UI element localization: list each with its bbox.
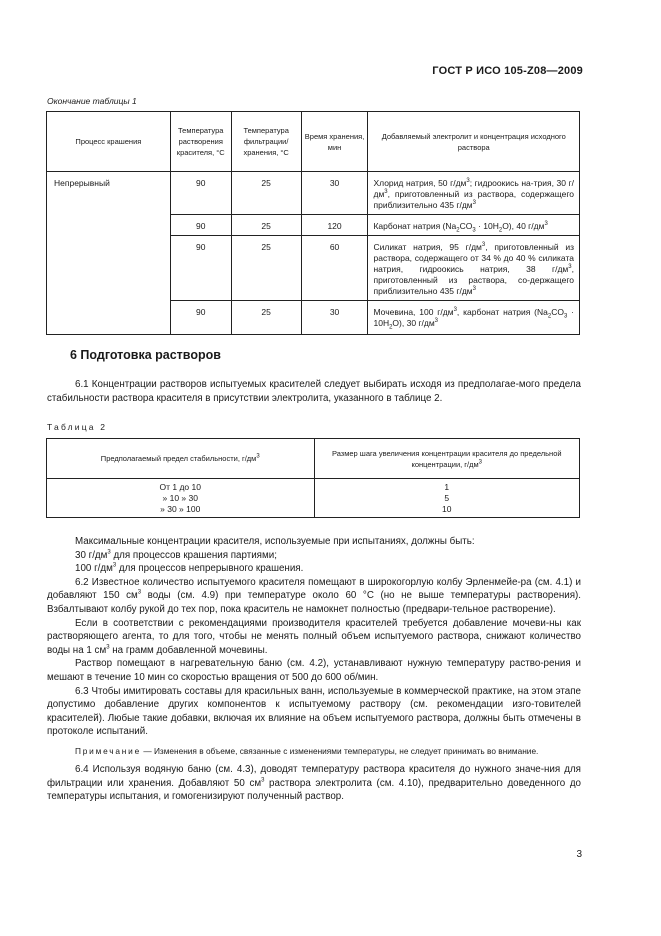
table2-cell-range: От 1 до 10: [47, 479, 315, 494]
table1-cell-electrolyte: Силикат натрия, 95 $г/дм^3$, приготовленный из раствора, содержащего от 34 % до 40 % силиката натрия, гидроокись натрия, 38 $г/дм^3$, приготовленный из раствора, со-держащего приблизительно 435 $г/дм^3$: [368, 236, 580, 301]
paragraph-6-2: 6.2 Известное количество испытуемого красителя помещают в широкогорлую колбу Эрленмейе-ра (см. 4.1) и добавляют 150 $см^3$ воды (см. 4.9) при температуре около 60 °С (но не выше температуры растворения). Взбалтывают колбу рукой до тех пор, пока краситель не намокнет полностью (предвари-тельное растворение).: [47, 576, 581, 615]
table2-cell-step: 5: [314, 493, 580, 504]
table1-cell-electrolyte: Мочевина, 100 $г/дм^3$, карбонат натрия $(Na_2CO_3 \cdot 10H_2O)$, 30 $г/дм^3$: [368, 301, 580, 335]
table-row: [47, 479, 580, 494]
table1-caption: Окончание таблицы 1: [47, 96, 137, 106]
paragraph-6-3: 6.3 Чтобы имитировать составы для красильных ванн, используемые в коммерческой практике, на этом этапе допустимо добавление других компонентов к испытуемому раствору (см. рекомендации изго-товителей красителей). Любые такие добавки, включая их влияние на объем испытуемого раствора, должны быть отмечены в протоколе испытаний.: [47, 685, 581, 738]
table2-cell-step: 10: [314, 504, 580, 518]
paragraph-continuous: 100 $г/дм^3$ для процессов непрерывного крашения.: [75, 562, 304, 575]
table1-cell-temp-filter: 25: [231, 172, 301, 215]
table1-process-cell: Непрерывный: [47, 172, 171, 335]
table1-header-process: Процесс крашения: [47, 112, 171, 172]
table-row: [47, 172, 580, 215]
table1-cell-temp-filter: 25: [231, 215, 301, 236]
table2-label: Таблица 2: [47, 422, 108, 432]
table1-header-temp-filter: Температура фильтрации/ хранения, °С: [231, 112, 301, 172]
table2-header-step: Размер шага увеличения концентрации красителя до предельной концентрации, $г/дм^3$: [314, 439, 580, 479]
table1-cell-time: 30: [301, 172, 368, 215]
table1-header-row: [47, 112, 580, 172]
table1-cell-time: 30: [301, 301, 368, 335]
table2: [46, 438, 580, 518]
page-number: 3: [576, 849, 582, 860]
table1-cell-temp-filter: 25: [231, 301, 301, 335]
section-title: 6 Подготовка растворов: [70, 348, 221, 362]
table1-cell-temp-dissolve: 90: [170, 236, 231, 301]
paragraph-bath: Раствор помещают в нагревательную баню (см. 4.2), устанавливают нужную температуру раство-рения и мешают в течение 10 мин со скоростью вращения от 500 до 600 об/мин.: [47, 658, 581, 683]
table1-cell-electrolyte: Хлорид натрия, 50 $г/дм^3$; гидроокись на-трия, 30 $г/дм^3$, приготовленный из раствора, содержащего приблизительно 435 $г/дм^3$: [368, 172, 580, 215]
table1-cell-temp-filter: 25: [231, 236, 301, 301]
table1-cell-temp-dissolve: 90: [170, 301, 231, 335]
table2-cell-range: » 10 » 30: [47, 493, 315, 504]
paragraph-6-4: 6.4 Используя водяную баню (см. 4.3), доводят температуру раствора красителя до нужного значе-ния для фильтрации или хранения. Добавляют 50 $см^3$ раствора электролита (см. 4.10), предварительно доведенного до температуры испытания, и гомогенизируют полученный раствор.: [47, 763, 581, 803]
table1-cell-time: 60: [301, 236, 368, 301]
table1-cell-temp-dissolve: 90: [170, 172, 231, 215]
table1-cell-electrolyte: Карбонат натрия $(Na_2CO_3 \cdot 10H_2O)$, 40 $г/дм^3$: [368, 215, 580, 236]
table2-header-limit: Предполагаемый предел стабильности, $г/дм^3$: [47, 439, 315, 479]
table1-cell-time: 120: [301, 215, 368, 236]
table1: [46, 111, 580, 335]
paragraph-6-1: 6.1 Концентрации растворов испытуемых красителей следует выбирать исходя из предполагае-мого предела стабильности раствора красителя в присутствии электролита, указанного в таблице 2.: [47, 379, 581, 404]
note-label: Примечание: [75, 745, 142, 756]
table2-cell-step: 1: [314, 479, 580, 494]
document-header: ГОСТ Р ИСО 105-Z08—2009: [432, 65, 583, 77]
table-row: [47, 493, 580, 504]
table1-header-temp-dissolve: Температура растворения красителя, °С: [170, 112, 231, 172]
paragraph-max-conc: Максимальные концентрации красителя, используемые при испытаниях, должны быть:: [75, 536, 475, 547]
note: Примечание — Изменения в объеме, связанные с изменениями температуры, не следует принимать во внимание.: [75, 745, 539, 756]
paragraph-urea: Если в соответствии с рекомендациями производителя красителей требуется добавление мочеви-ны как растворяющего агента, то для того, чтобы не менять полный объем испытуемого раствора, снижают количество воды на 1 $см^3$ на грамм добавленной мочевины.: [47, 617, 581, 656]
table2-header-row: [47, 439, 580, 479]
body-text: [47, 535, 581, 804]
table1-header-time: Время хранения, мин: [301, 112, 368, 172]
table-row: [47, 504, 580, 518]
paragraph-batch: 30 $г/дм^3$ для процессов крашения партиями;: [75, 549, 277, 561]
table1-header-electrolyte: Добавляемый электролит и концентрация исходного раствора: [368, 112, 580, 172]
table1-cell-temp-dissolve: 90: [170, 215, 231, 236]
table2-cell-range: » 30 » 100: [47, 504, 315, 518]
